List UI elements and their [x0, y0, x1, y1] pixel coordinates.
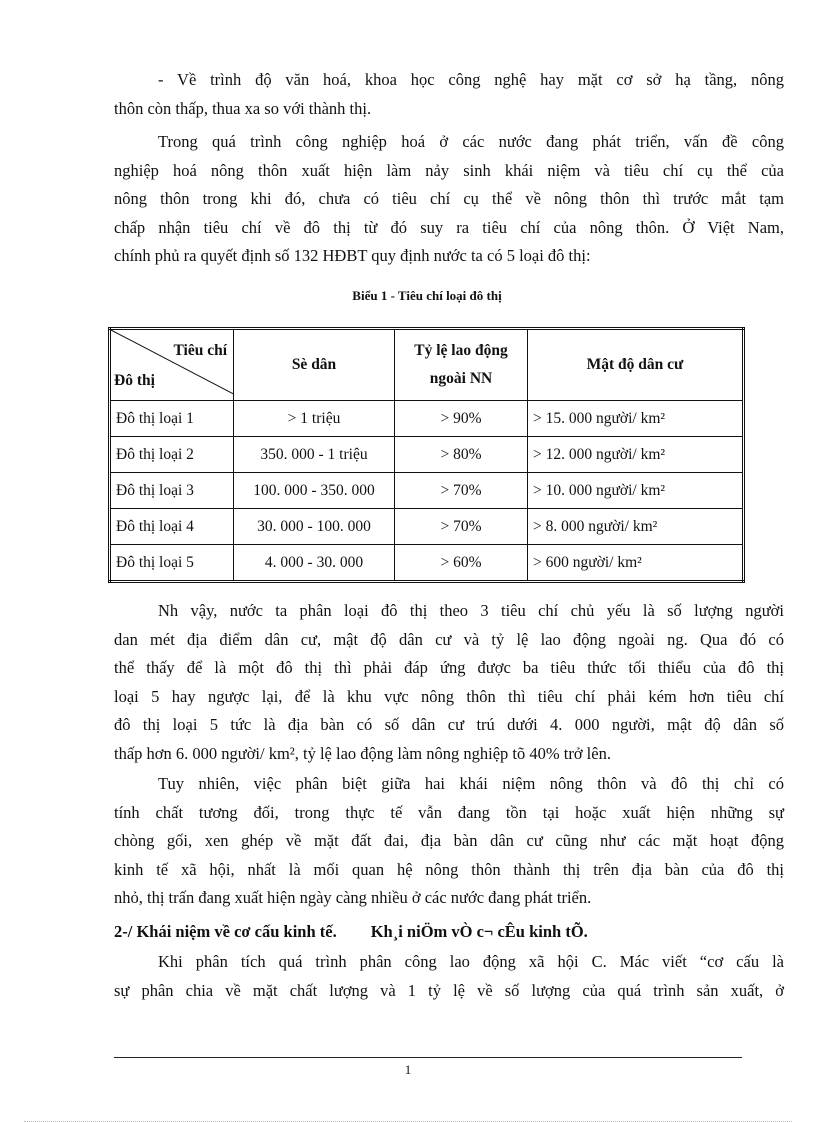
diag-header-bottom: Đô thị	[114, 372, 155, 389]
row-name: Đô thị loại 5	[110, 545, 234, 582]
paragraph-line: nông thôn trong khi đó, chưa có tiêu chí cụ thể về nông thôn thì trước mắt tạm	[114, 189, 784, 208]
paragraph-line: loại 5 hay ngược lại, để là khu vực nông thôn thì tiêu chí phải kém hơn tiêu chí	[114, 686, 784, 706]
paragraph-line: thôn còn thấp, thua xa so với thành thị.	[114, 98, 372, 118]
table-row	[110, 401, 744, 437]
density-cell: > 10. 000 người/ km²	[528, 473, 744, 509]
table-row	[110, 437, 744, 473]
paragraph-line: nghiệp hoá nông thôn xuất hiện làm nảy sinh khái niệm và tiêu chí cụ thể của	[114, 160, 784, 180]
diagonal-header-cell	[110, 329, 234, 401]
paragraph-2	[114, 128, 784, 271]
table-row	[110, 509, 744, 545]
labor-cell: > 60%	[395, 545, 528, 582]
paragraph-5	[114, 948, 784, 1005]
population-cell: 100. 000 - 350. 000	[234, 473, 395, 509]
paragraph-line: kinh tế xã hội, nhất là mối quan hệ nông thôn thành thị trên địa bàn của đô thị	[114, 859, 784, 879]
row-name: Đô thị loại 1	[110, 401, 234, 437]
paragraph-line: thể thấy để là một đô thị thì phải đáp ứng được ba tiêu thức tối thiểu của đô thị	[114, 658, 784, 677]
density-cell: > 600 người/ km²	[528, 545, 744, 582]
table-row	[110, 473, 744, 509]
paragraph-line: Trong quá trình công nghiệp hoá ở các nước đang phát triển, vấn đề công	[158, 132, 784, 151]
population-cell: 350. 000 - 1 triệu	[234, 437, 395, 473]
row-name: Đô thị loại 2	[110, 437, 234, 473]
page-edge-divider	[24, 1121, 792, 1122]
row-name: Đô thị loại 4	[110, 509, 234, 545]
paragraph-line: thấp hơn 6. 000 người/ km², tỷ lệ lao động làm nông nghiệp tõ 40% trở lên.	[114, 743, 611, 763]
table-row	[110, 545, 744, 582]
diag-header-top: Tiêu chí	[173, 342, 227, 359]
footer-divider	[114, 1057, 742, 1058]
paragraph-line: Nh vậy, nước ta phân loại đô thị theo 3 tiêu chí chủ yếu là số lượng người	[158, 601, 784, 620]
paragraph-line: dan mét địa điểm dân cư, mật độ dân cư và tỷ lệ lao động ngoài ng. Qua đó có	[114, 629, 784, 649]
table-caption: Biểu 1 - Tiêu chí loại đô thị	[352, 288, 502, 303]
paragraph-line: chấp nhận tiêu chí về đô thị từ đó suy ra tiêu chí của nông thôn. Ở Việt Nam,	[114, 217, 784, 237]
heading-text: 2-/ Khái niệm về cơ cấu kinh tế.	[114, 922, 337, 941]
paragraph-line: Khi phân tích quá trình phân công lao động xã hội C. Mác viết “cơ cấu là	[158, 952, 784, 971]
paragraph-line: sự phân chia về mặt chất lượng và 1 tỷ lệ về số lượng của quá trình sản xuất, ở	[114, 980, 784, 1000]
column-header: Mật độ dân cư	[528, 329, 744, 401]
paragraph-line: chòng gối, xen ghép về mặt đất đai, địa bàn dân cư cũng như các mặt hoạt động	[114, 831, 784, 850]
population-cell: > 1 triệu	[234, 401, 395, 437]
table-header-row	[110, 329, 744, 401]
paragraph-line: Tuy nhiên, việc phân biệt giữa hai khái niệm nông thôn và đô thị chỉ có	[158, 774, 784, 793]
heading-garbled-text: Kh¸i niÖm vÒ c¬ cÊu kinh tÕ.	[370, 922, 588, 941]
labor-cell: > 90%	[395, 401, 528, 437]
paragraph-line: - Về trình độ văn hoá, khoa học công nghệ hay mặt cơ sở hạ tầng, nông	[158, 70, 784, 89]
labor-cell: > 70%	[395, 509, 528, 545]
labor-cell: > 70%	[395, 473, 528, 509]
row-name: Đô thị loại 3	[110, 473, 234, 509]
paragraph-line: chính phủ ra quyết định số 132 HĐBT quy định nước ta có 5 loại đô thị:	[114, 246, 591, 265]
paragraph-1	[114, 66, 784, 123]
page-number: 1	[404, 1062, 412, 1077]
labor-cell: > 80%	[395, 437, 528, 473]
paragraph-line: đô thị loại 5 tức là địa bàn có số dân cư trú dưới 4. 000 người, mật độ dân số	[114, 715, 784, 734]
column-header: Tỷ lệ lao động ngoài NN	[395, 329, 528, 401]
urban-criteria-table	[108, 327, 745, 583]
section-heading	[114, 922, 588, 942]
density-cell: > 8. 000 người/ km²	[528, 509, 744, 545]
paragraph-line: tính chất tương đối, trong thực tế vẫn đang tồn tại hoặc xuất hiện những sự	[114, 802, 784, 822]
column-header: Sè dân	[234, 329, 395, 401]
paragraph-3	[114, 597, 784, 768]
population-cell: 4. 000 - 30. 000	[234, 545, 395, 582]
population-cell: 30. 000 - 100. 000	[234, 509, 395, 545]
paragraph-line: nhỏ, thị trấn đang xuất hiện ngày càng nhiều ở các nước đang phát triển.	[114, 888, 592, 907]
density-cell: > 15. 000 người/ km²	[528, 401, 744, 437]
density-cell: > 12. 000 người/ km²	[528, 437, 744, 473]
paragraph-4	[114, 770, 784, 913]
